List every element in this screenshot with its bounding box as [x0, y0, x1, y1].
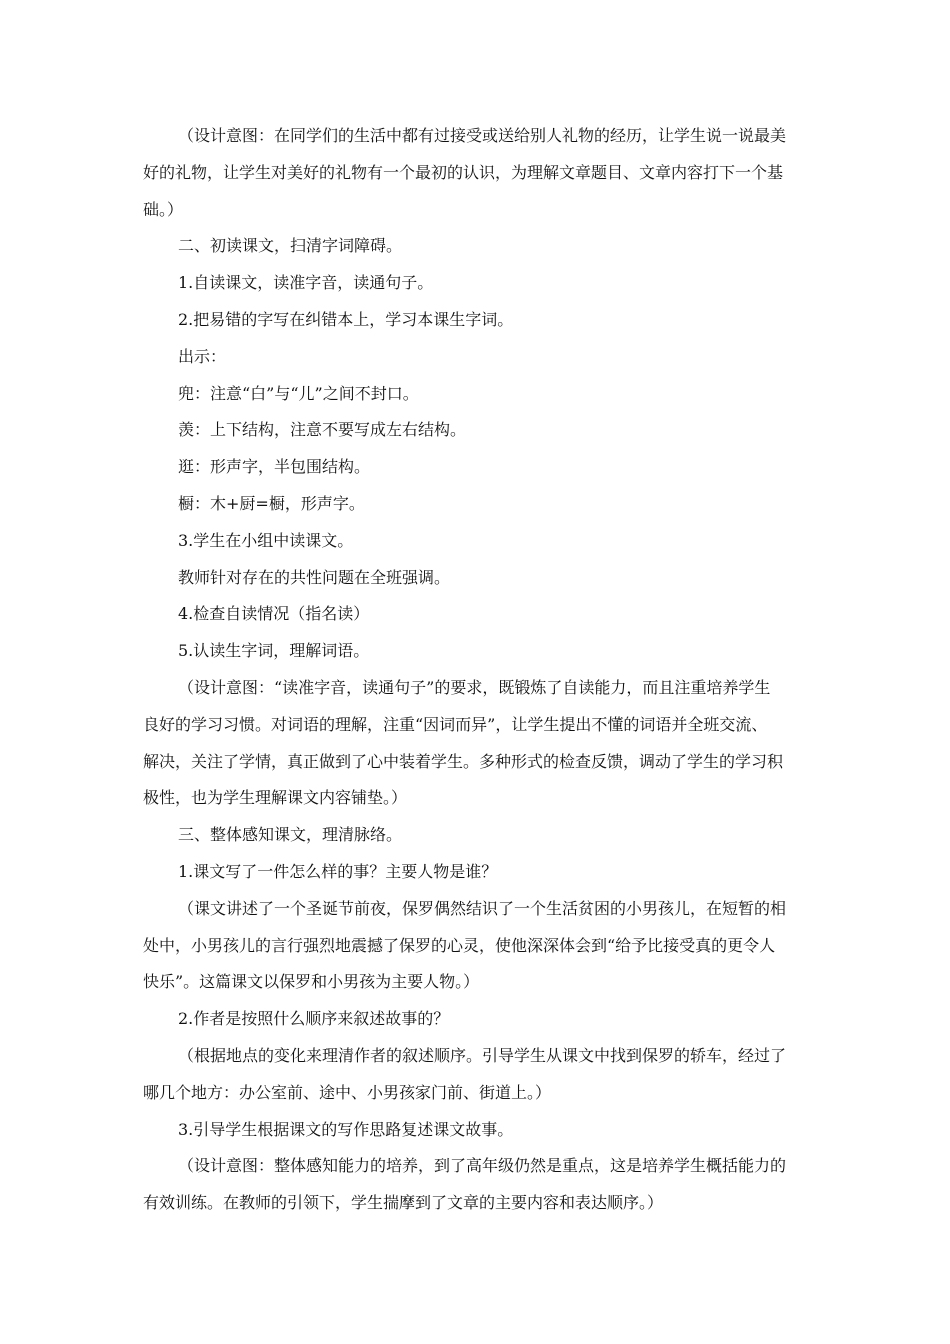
paragraph-line: （课文讲述了一个圣诞节前夜，保罗偶然结识了一个生活贫困的小男孩儿，在短暂的相	[178, 898, 787, 918]
paragraph-line: （根据地点的变化来理清作者的叙述顺序。引导学生从课文中找到保罗的轿车，经过了	[178, 1045, 787, 1065]
paragraph-line: 出示：	[178, 346, 227, 366]
character-note: 逛：形声字，半包围结构。	[178, 457, 371, 477]
paragraph-line: 础。）	[143, 199, 184, 219]
paragraph-line: 教师针对存在的共性问题在全班强调。	[178, 567, 451, 587]
character-note: 兜：注意“白”与“儿”之间不封口。	[178, 383, 419, 403]
paragraph-line: 有效训练。在教师的引领下，学生揣摩到了文章的主要内容和表达顺序。）	[143, 1193, 664, 1213]
paragraph-line: 解决，关注了学情，真正做到了心中装着学生。多种形式的检查反馈，调动了学生的学习积	[143, 751, 784, 771]
paragraph-line: 好的礼物，让学生对美好的礼物有一个最初的认识，为理解文章题目、文章内容打下一个基	[143, 162, 784, 182]
paragraph-line: 极性，也为学生理解课文内容铺垫。）	[143, 788, 408, 808]
document-body	[143, 118, 811, 1222]
paragraph-line: （设计意图：整体感知能力的培养，到了高年级仍然是重点，这是培养学生概括能力的	[178, 1156, 787, 1176]
list-item: 2.把易错的字写在纠错本上，学习本课生字词。	[178, 309, 514, 329]
section-heading: 三、整体感知课文，理清脉络。	[178, 825, 403, 845]
paragraph-line: （设计意图：在同学们的生活中都有过接受或送给别人礼物的经历，让学生说一说最美	[178, 126, 787, 145]
list-item: 3.学生在小组中读课文。	[178, 530, 354, 550]
list-item: 1.自读课文，读准字音，读通句子。	[178, 273, 434, 293]
paragraph-line: 良好的学习习惯。对词语的理解，注重“因词而异”，让学生提出不懂的词语并全班交流、	[143, 714, 768, 734]
list-item: 2.作者是按照什么顺序来叙述故事的？	[178, 1009, 450, 1029]
character-note: 羡：上下结构，注意不要写成左右结构。	[178, 420, 467, 440]
paragraph-line: 快乐”。这篇课文以保罗和小男孩为主要人物。）	[143, 972, 480, 992]
paragraph-line: 哪几个地方：办公室前、途中、小男孩家门前、街道上。）	[143, 1082, 552, 1102]
list-item: 4.检查自读情况（指名读）	[178, 604, 370, 624]
paragraph-line: （设计意图：“读准字音，读通句子”的要求，既锻炼了自读能力，而且注重培养学生	[178, 677, 771, 697]
list-item: 1.课文写了一件怎么样的事？主要人物是谁？	[178, 861, 498, 881]
list-item: 5.认读生字词，理解词语。	[178, 641, 370, 661]
paragraph-line: 处中，小男孩儿的言行强烈地震撼了保罗的心灵，使他深深体会到“给予比接受真的更令人	[143, 935, 776, 955]
section-heading: 二、初读课文，扫清字词障碍。	[178, 236, 403, 256]
character-note: 橱：木+厨=橱，形声字。	[178, 493, 365, 513]
list-item: 3.引导学生根据课文的写作思路复述课文故事。	[178, 1119, 514, 1139]
